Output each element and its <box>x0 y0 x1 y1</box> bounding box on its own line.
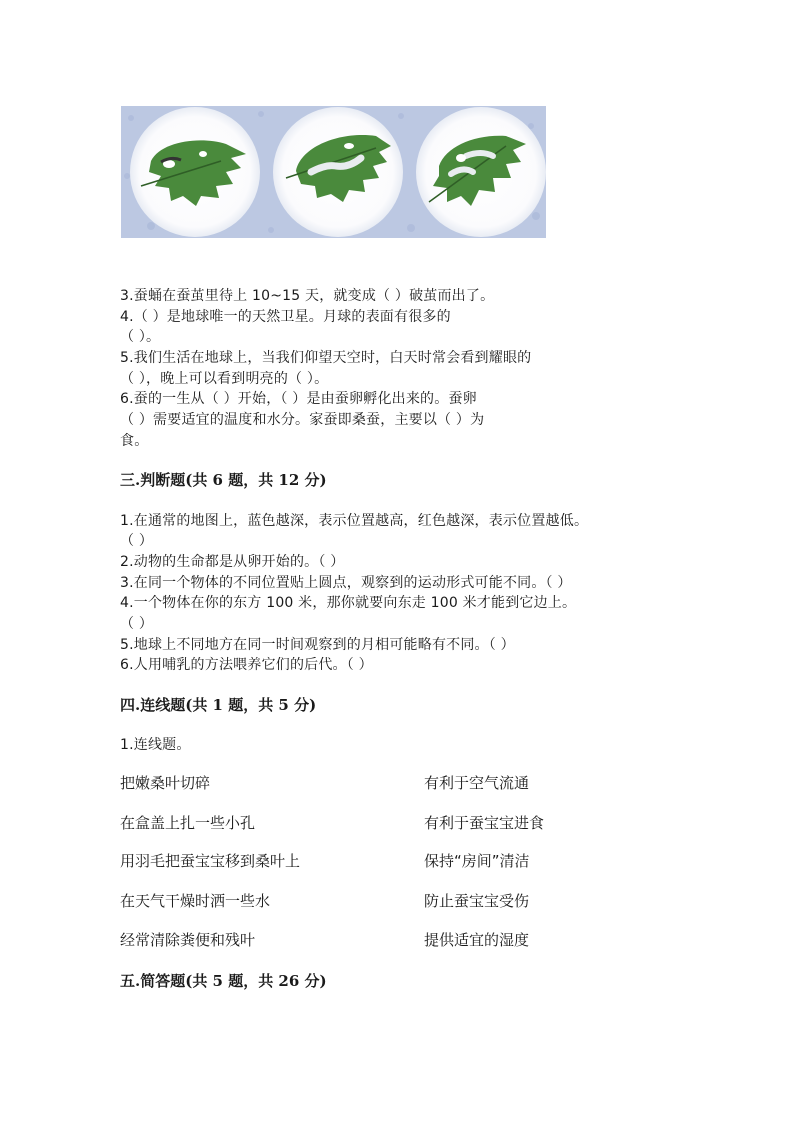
fill-question-6: 6.蚕的一生从（ ）开始，（ ）是由蚕卵孵化出来的。蚕卵 <box>120 391 477 407</box>
match-left-item: 在天气干燥时洒一些水 <box>120 892 271 910</box>
match-left-item: 把嫩桑叶切碎 <box>120 774 211 792</box>
matching-question-1: 1.连线题。 <box>120 737 191 753</box>
section-3-title: 三.判断题(共 6 题，共 12 分) <box>120 471 327 489</box>
fill-question-5-cont: （ ），晚上可以看到明亮的（ ）。 <box>120 371 329 387</box>
judge-question-1-answer: （ ） <box>120 533 154 549</box>
match-right-item: 防止蚕宝宝受伤 <box>424 892 530 910</box>
judge-question-5: 5.地球上不同地方在同一时间观察到的月相可能略有不同。（ ） <box>120 637 515 653</box>
section-4-title: 四.连线题(共 1 题，共 5 分) <box>120 696 317 714</box>
match-right-item: 提供适宜的湿度 <box>424 931 530 949</box>
fill-question-5: 5.我们生活在地球上，当我们仰望天空时，白天时常会看到耀眼的 <box>120 350 532 366</box>
judge-question-3: 3.在同一个物体的不同位置贴上圆点，观察到的运动形式可能不同。（ ） <box>120 575 572 591</box>
fill-question-6-cont: （ ）需要适宜的温度和水分。家蚕即桑蚕，主要以（ ）为 <box>120 412 485 428</box>
match-left-item: 在盒盖上扎一些小孔 <box>120 814 256 832</box>
judge-question-6: 6.人用哺乳的方法喂养它们的后代。（ ） <box>120 657 373 673</box>
silkworm-leaves-figure <box>121 106 546 238</box>
fill-question-4-cont: （ ）。 <box>120 329 161 345</box>
match-left-item: 经常清除粪便和残叶 <box>120 931 256 949</box>
fill-question-4: 4.（ ）是地球唯一的天然卫星。月球的表面有很多的 <box>120 309 451 325</box>
leaf-illustration <box>121 106 546 238</box>
match-right-item: 有利于空气流通 <box>424 774 530 792</box>
match-right-item: 保持“房间”清洁 <box>424 852 530 870</box>
fill-question-3: 3.蚕蛹在蚕茧里待上 10~15 天，就变成（ ）破茧而出了。 <box>120 288 495 304</box>
section-5-title: 五.简答题(共 5 题，共 26 分) <box>120 972 327 990</box>
judge-question-2: 2.动物的生命都是从卵开始的。（ ） <box>120 554 345 570</box>
judge-question-4: 4.一个物体在你的东方 100 米，那你就要向东走 100 米才能到它边上。 <box>120 595 577 611</box>
fill-question-6-end: 食。 <box>120 433 149 449</box>
match-left-item: 用羽毛把蚕宝宝移到桑叶上 <box>120 852 301 870</box>
judge-question-1: 1.在通常的地图上，蓝色越深，表示位置越高，红色越深，表示位置越低。 <box>120 513 589 529</box>
judge-question-4-answer: （ ） <box>120 616 154 632</box>
match-right-item: 有利于蚕宝宝进食 <box>424 814 545 832</box>
